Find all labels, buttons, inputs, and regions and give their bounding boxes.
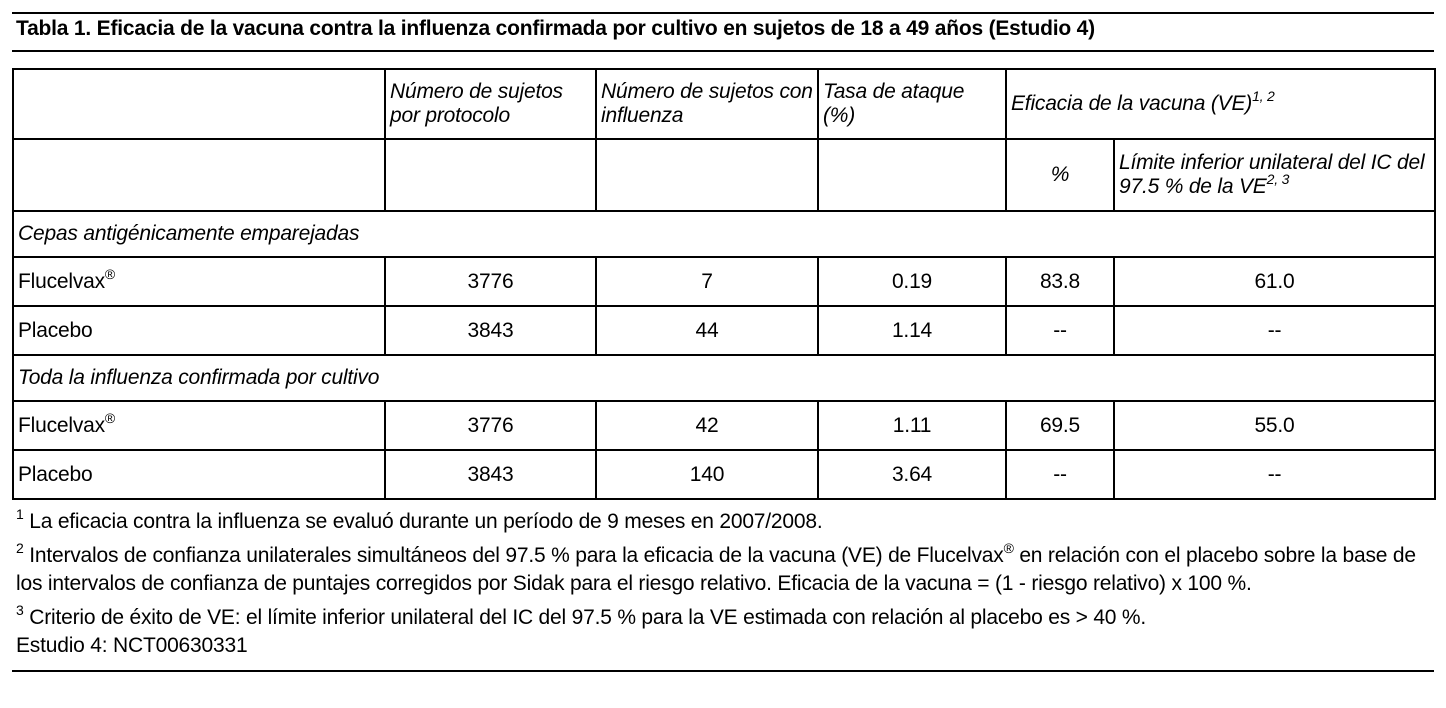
table-row bbox=[13, 257, 1435, 306]
cell-lower-limit: 61.0 bbox=[1114, 257, 1435, 306]
document-page bbox=[12, 12, 1434, 672]
cell-ve: 83.8 bbox=[1006, 257, 1114, 306]
cell-ve: -- bbox=[1006, 306, 1114, 355]
registered-mark: ® bbox=[1003, 540, 1014, 556]
header-row-2 bbox=[13, 139, 1435, 211]
cell-flu: 140 bbox=[596, 450, 818, 499]
header-subjects-with-flu: Número de sujetos con influenza bbox=[596, 69, 818, 139]
cell-subjects: 3776 bbox=[385, 257, 596, 306]
footnote-1 bbox=[16, 508, 1434, 536]
row-label bbox=[13, 401, 385, 450]
footnote-number: 1 bbox=[16, 506, 24, 522]
footnote-text: Criterio de éxito de VE: el límite inferior unilateral del IC del 97.5 % para la VE estimada con relación al placebo es > 40 %. bbox=[23, 606, 1147, 629]
header-attack-rate: Tasa de ataque (%) bbox=[818, 69, 1006, 139]
footnote-number: 2 bbox=[16, 540, 24, 556]
table-row bbox=[13, 306, 1435, 355]
header-lower-limit-label: Límite inferior unilateral del IC del 97.5 % de la VE bbox=[1119, 151, 1425, 198]
header-empty-cell bbox=[596, 139, 818, 211]
table-row bbox=[13, 450, 1435, 499]
cell-subjects: 3843 bbox=[385, 306, 596, 355]
footnote-text-continued: en relación con el placebo sobre la base de los intervalos de confianza de puntajes corregidos por Sidak para el riesgo relativo. Eficacia de la vacuna = (1 - riesgo relativo) x 100 %. bbox=[16, 544, 1416, 595]
cell-ve: 69.5 bbox=[1006, 401, 1114, 450]
header-row-1 bbox=[13, 69, 1435, 139]
row-label bbox=[13, 257, 385, 306]
cell-lower-limit: -- bbox=[1114, 306, 1435, 355]
header-ve-footnote-ref: 1, 2 bbox=[1252, 88, 1275, 104]
cell-attack-rate: 1.14 bbox=[818, 306, 1006, 355]
table-row bbox=[13, 401, 1435, 450]
row-label: Placebo bbox=[13, 450, 385, 499]
row-label: Placebo bbox=[13, 306, 385, 355]
footnote-2 bbox=[16, 542, 1434, 598]
header-lower-limit-footnote-ref: 2, 3 bbox=[1266, 171, 1290, 187]
header-ve-label: Eficacia de la vacuna (VE) bbox=[1011, 92, 1253, 115]
header-empty-cell bbox=[385, 139, 596, 211]
table-title: Tabla 1. Eficacia de la vacuna contra la influenza confirmada por cultivo en sujetos de 18 a 49 años (Estudio 4) bbox=[12, 12, 1434, 52]
cell-attack-rate: 0.19 bbox=[818, 257, 1006, 306]
cell-ve: -- bbox=[1006, 450, 1114, 499]
footnote-3 bbox=[16, 604, 1434, 660]
cell-lower-limit: 55.0 bbox=[1114, 401, 1435, 450]
cell-subjects: 3776 bbox=[385, 401, 596, 450]
header-empty-cell bbox=[13, 69, 385, 139]
efficacy-table bbox=[12, 68, 1436, 500]
footnotes bbox=[12, 508, 1434, 672]
header-lower-limit bbox=[1114, 139, 1435, 211]
product-name: Flucelvax bbox=[18, 413, 105, 437]
group-label: Toda la influenza confirmada por cultivo bbox=[13, 355, 1435, 401]
cell-flu: 44 bbox=[596, 306, 818, 355]
header-subjects-per-protocol: Número de sujetos por protocolo bbox=[385, 69, 596, 139]
registered-mark: ® bbox=[104, 409, 116, 426]
cell-flu: 42 bbox=[596, 401, 818, 450]
header-empty-cell bbox=[818, 139, 1006, 211]
registered-mark: ® bbox=[104, 265, 116, 282]
group-label: Cepas antigénicamente emparejadas bbox=[13, 211, 1435, 257]
header-percent: % bbox=[1006, 139, 1114, 211]
footnote-number: 3 bbox=[16, 602, 24, 618]
cell-attack-rate: 1.11 bbox=[818, 401, 1006, 450]
group-row bbox=[13, 355, 1435, 401]
cell-flu: 7 bbox=[596, 257, 818, 306]
group-row bbox=[13, 211, 1435, 257]
cell-subjects: 3843 bbox=[385, 450, 596, 499]
header-empty-cell bbox=[13, 139, 385, 211]
footnote-text: Intervalos de confianza unilaterales simultáneos del 97.5 % para la eficacia de la vacuna (VE) de Flucelvax bbox=[23, 544, 1004, 567]
product-name: Flucelvax bbox=[18, 269, 105, 293]
cell-lower-limit: -- bbox=[1114, 450, 1435, 499]
study-identifier: Estudio 4: NCT00630331 bbox=[16, 634, 248, 657]
header-vaccine-efficacy bbox=[1006, 69, 1435, 139]
footnote-text: La eficacia contra la influenza se evaluó durante un período de 9 meses en 2007/2008. bbox=[23, 510, 823, 533]
cell-attack-rate: 3.64 bbox=[818, 450, 1006, 499]
